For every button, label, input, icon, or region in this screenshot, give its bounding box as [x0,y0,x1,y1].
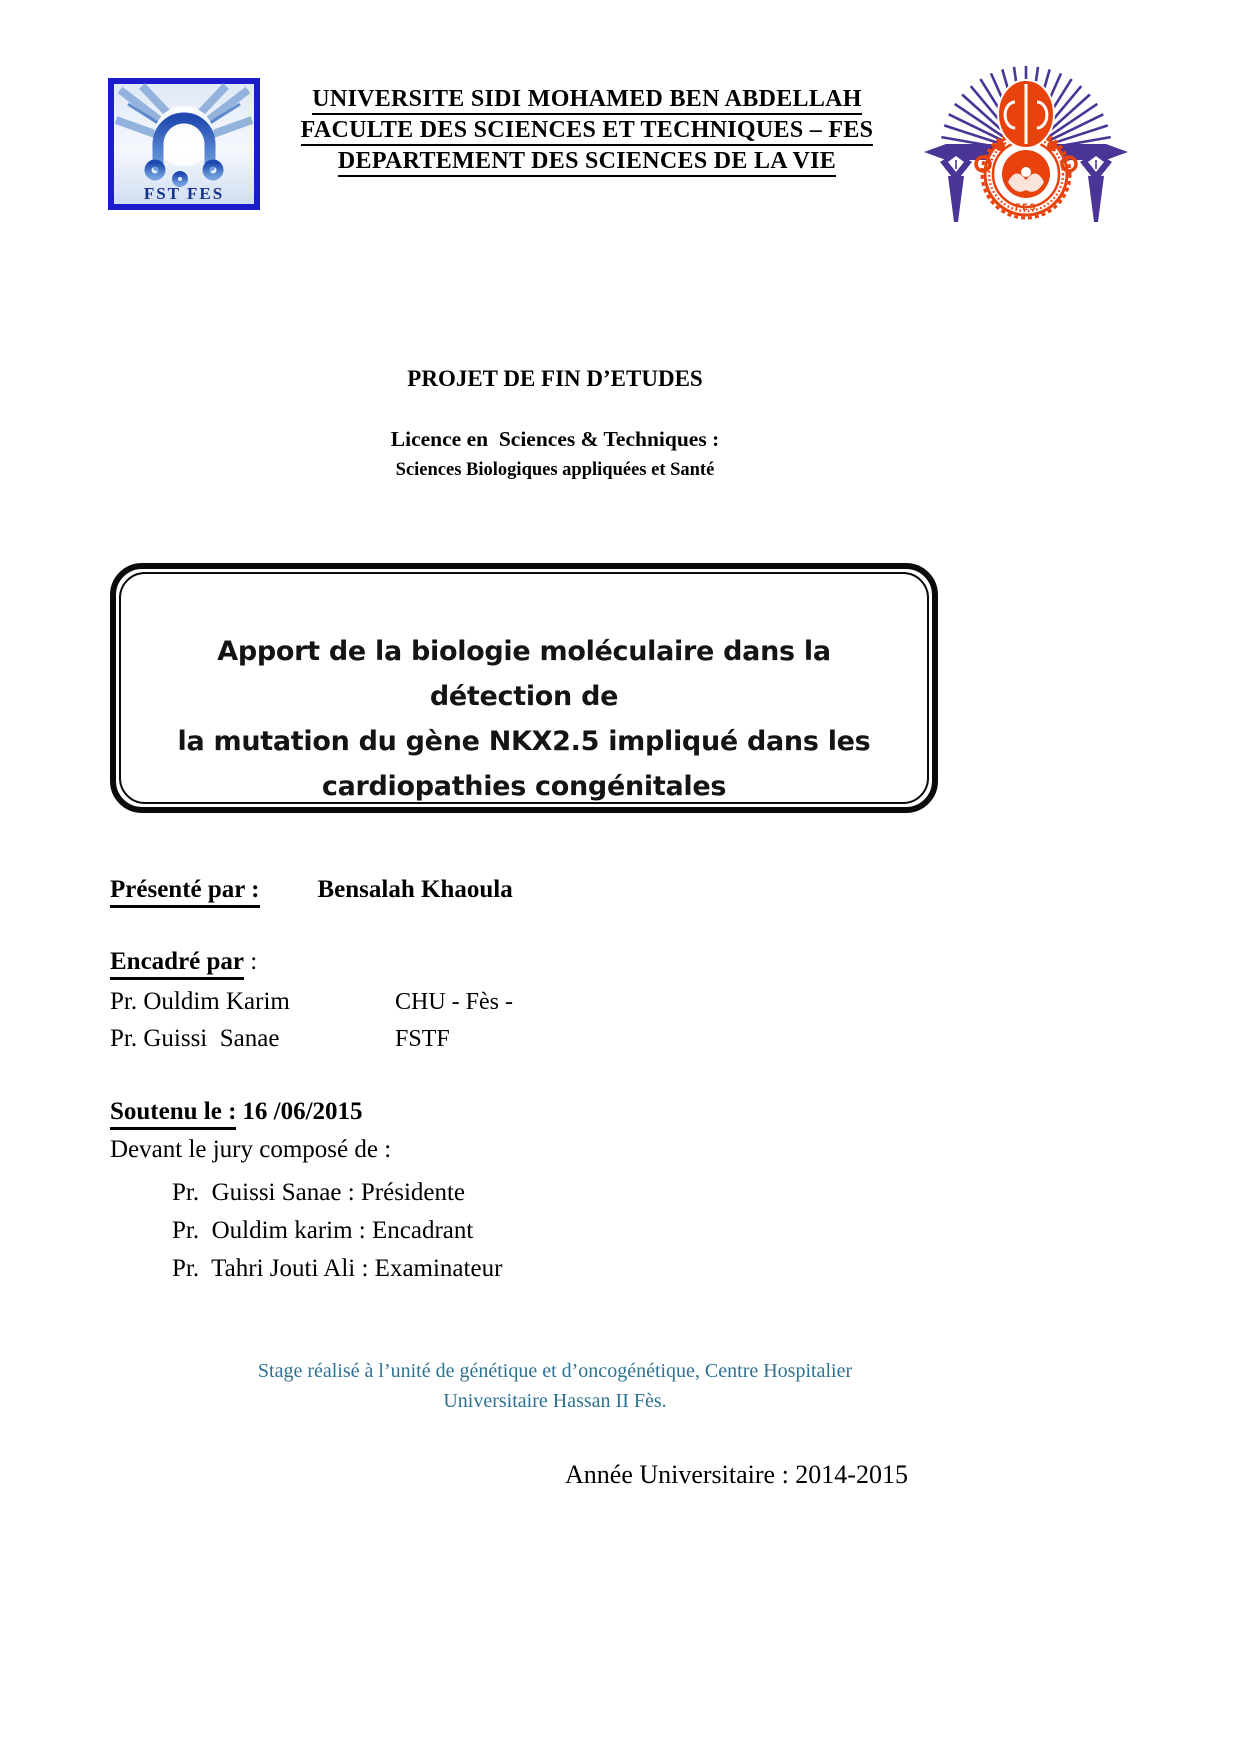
university-header [262,84,912,177]
thesis-title [116,569,932,809]
supervisor-row [110,1025,513,1062]
thesis-title-line-3: cardiopathies congénitales [321,771,727,802]
header-line-department: DEPARTEMENT DES SCIENCES DE LA VIE [262,146,912,177]
defense-date-value: 16 /06/2015 [242,1098,363,1125]
defense-date-row [110,1098,363,1126]
specialty-line: Sciences Biologiques appliquées et Santé [395,460,715,480]
supervised-by-label: Encadré par [110,948,244,980]
thesis-title-box [110,563,938,813]
fst-fes-logo-icon [108,78,260,210]
jury-member: Pr. Tahri Jouti Ali : Examinateur [172,1255,503,1282]
internship-note-line-1: Stage réalisé à l’unité de génétique et d’oncogénétique, Centre Hospitalier [257,1360,853,1382]
presented-by-row [110,876,513,904]
seal-fes-text: FES [1014,203,1038,213]
supervisors-list [110,988,513,1062]
seal-left-torch-icon [940,152,972,222]
supervised-by-colon: : [244,948,258,975]
thesis-title-line-1: Apport de la biologie moléculaire dans la détection de [217,636,831,712]
supervisor-name: Pr. Ouldim Karim [110,988,290,1015]
jury-member: Pr. Guissi Sanae : Présidente [172,1179,466,1206]
jury-list [172,1174,502,1288]
internship-note [110,1356,1000,1416]
author-name: Bensalah Khaoula [317,876,513,903]
thesis-title-line-2: la mutation du gène NKX2.5 impliqué dans les [177,726,871,757]
supervisor-affiliation: FSTF [395,1026,450,1052]
project-heading: PROJET DE FIN D’ETUDES [407,366,703,391]
academic-year: Année Universitaire : 2014-2015 [565,1460,908,1489]
fst-fes-logo-text: FST FES [143,184,225,203]
jury-member: Pr. Ouldim karim : Encadrant [172,1217,474,1244]
supervisor-affiliation: CHU - Fès - [395,989,513,1015]
supervisor-row [110,988,513,1025]
jury-intro: Devant le jury composé de : [110,1136,392,1163]
header-line-university: UNIVERSITE SIDI MOHAMED BEN ABDELLAH [262,84,912,115]
presented-by-label: Présenté par : [110,876,260,908]
supervisor-name: Pr. Guissi Sanae [110,1025,280,1052]
defense-date-label: Soutenu le : [110,1098,236,1130]
usmba-seal-icon [912,56,1140,226]
seal-right-torch-icon [1080,152,1112,222]
degree-line: Licence en Sciences & Techniques : [390,427,720,451]
internship-note-line-2: Universitaire Hassan II Fès. [443,1390,667,1412]
supervised-by-row [110,948,257,976]
header-line-faculty: FACULTE DES SCIENCES ET TECHNIQUES – FES [262,115,912,146]
